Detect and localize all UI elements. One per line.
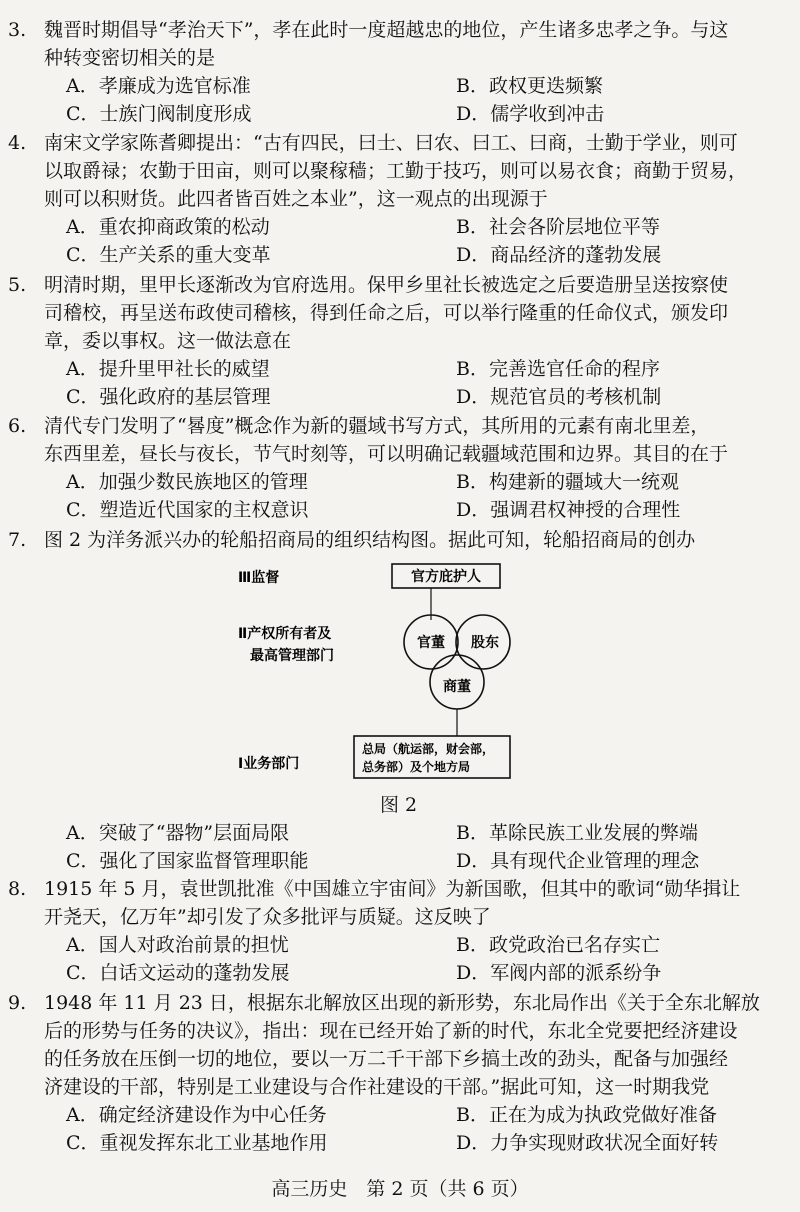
option-b[interactable]: B．完善选官任命的程序 (456, 358, 660, 380)
option-b[interactable]: B．社会各阶层地位平等 (456, 216, 660, 238)
question-number: 4. (8, 132, 27, 154)
level2-label-line1: Ⅱ产权所有者及 (238, 626, 332, 642)
option-b[interactable]: B．政党政治已名存实亡 (456, 934, 660, 956)
question-stem-line: 魏晋时期倡导“孝治天下”，孝在此时一度超越忠的地位，产生诸多忠孝之争。与这 (44, 19, 729, 41)
question-stem-line: 1915 年 5 月，袁世凯批准《中国雄立宇宙间》为新国歌，但其中的歌词“勋华揖让 (44, 878, 741, 900)
question-stem-line: 则可以积财货。此四者皆百姓之本业”，这一观点的出现源于 (44, 188, 548, 210)
question-stem-line: 1948 年 11 月 23 日，根据东北解放区出现的新形势，东北局作出《关于全东北解放 (44, 992, 760, 1014)
option-c[interactable]: C．士族门阀制度形成 (66, 103, 252, 125)
question-stem-line: 南宋文学家陈耆卿提出：“古有四民，曰士、曰农、曰工、曰商，士勤于学业，则可 (44, 132, 738, 154)
option-a[interactable]: A．重农抑商政策的松动 (66, 216, 270, 238)
option-d[interactable]: D．商品经济的蓬勃发展 (456, 244, 662, 266)
option-c[interactable]: C．白话文运动的蓬勃发展 (66, 962, 290, 984)
option-a[interactable]: A．孝廉成为选官标准 (66, 75, 251, 97)
department-line1: 总局（航运部，财会部， (362, 742, 495, 756)
level2-label-line2: 最高管理部门 (250, 648, 334, 664)
page-footer: 高三历史 第 2 页（共 6 页） (271, 1178, 529, 1200)
question-stem-line: 开尧天，亿万年”却引发了众多批评与质疑。这反映了 (44, 906, 491, 928)
option-d[interactable]: D．军阀内部的派系纷争 (456, 962, 662, 984)
department-line2: 总务部）及个地方局 (362, 760, 471, 774)
option-a[interactable]: A．加强少数民族地区的管理 (66, 471, 308, 493)
question-number: 3. (8, 19, 27, 41)
figure-caption: 图 2 (380, 794, 418, 816)
question-stem-line: 东西里差，昼长与夜长，节气时刻等，可以明确记载疆域范围和边界。其目的在于 (44, 443, 729, 465)
option-d[interactable]: D．规范官员的考核机制 (456, 386, 662, 408)
circle-official-label: 官董 (417, 635, 445, 651)
circle-shareholder-label: 股东 (471, 635, 499, 651)
org-chart-svg (210, 560, 570, 792)
option-a[interactable]: A．提升里甲社长的威望 (66, 358, 270, 380)
question-stem-line: 章，委以事权。这一做法意在 (44, 330, 292, 352)
option-b[interactable]: B．革除民族工业发展的弊端 (456, 822, 698, 844)
option-c[interactable]: C．生产关系的重大变革 (66, 244, 271, 266)
supervisor-text: 官方庇护人 (411, 569, 481, 585)
question-stem-line: 后的形势与任务的决议》，指出：现在已经开始了新的时代，东北全党要把经济建设 (44, 1020, 738, 1042)
org-structure-figure (210, 560, 570, 792)
question-stem-line: 图 2 为洋务派兴办的轮船招商局的组织结构图。据此可知，轮船招商局的创办 (44, 529, 696, 551)
question-number: 5. (8, 274, 27, 296)
level3-label: Ⅲ监督 (238, 570, 280, 586)
option-c[interactable]: C．强化了国家监督管理职能 (66, 850, 309, 872)
option-c[interactable]: C．塑造近代国家的主权意识 (66, 499, 309, 521)
question-stem-line: 以取爵禄；农勤于田亩，则可以聚稼穑；工勤于技巧，则可以易衣食；商勤于贸易， (44, 160, 748, 182)
question-stem-line: 济建设的干部，特别是工业建设与合作社建设的干部。”据此可知，这一时期我党 (44, 1076, 710, 1098)
level1-label: Ⅰ业务部门 (238, 756, 300, 772)
option-a[interactable]: A．确定经济建设作为中心任务 (66, 1104, 327, 1126)
circle-merchant-label: 商董 (443, 679, 471, 695)
question-number: 7. (8, 529, 27, 551)
option-b[interactable]: B．政权更迭频繁 (456, 75, 603, 97)
option-d[interactable]: D．具有现代企业管理的理念 (456, 850, 700, 872)
option-d[interactable]: D．力争实现财政状况全面好转 (456, 1132, 719, 1154)
question-number: 9. (8, 992, 27, 1014)
option-b[interactable]: B．正在为成为执政党做好准备 (456, 1104, 717, 1126)
question-number: 6. (8, 415, 27, 437)
option-b[interactable]: B．构建新的疆域大一统观 (456, 471, 679, 493)
question-stem-line: 的任务放在压倒一切的地位，要以一万二千干部下乡搞土改的劲头，配备与加强经 (44, 1048, 729, 1070)
option-c[interactable]: C．强化政府的基层管理 (66, 386, 271, 408)
question-stem-line: 明清时期，里甲长逐渐改为官府选用。保甲乡里社长被选定之后要造册呈送按察使 (44, 274, 729, 296)
option-d[interactable]: D．儒学收到冲击 (456, 103, 605, 125)
question-number: 8. (8, 878, 27, 900)
question-stem-line: 种转变密切相关的是 (44, 47, 216, 69)
question-stem-line: 清代专门发明了“晷度”概念作为新的疆域书写方式，其所用的元素有南北里差， (44, 415, 710, 437)
option-d[interactable]: D．强调君权神授的合理性 (456, 499, 681, 521)
option-c[interactable]: C．重视发挥东北工业基地作用 (66, 1132, 328, 1154)
option-a[interactable]: A．国人对政治前景的担忧 (66, 934, 289, 956)
option-a[interactable]: A．突破了“器物”层面局限 (66, 822, 290, 844)
question-stem-line: 司稽校，再呈送布政使司稽核，得到任命之后，可以举行隆重的任命仪式，颁发印 (44, 302, 729, 324)
